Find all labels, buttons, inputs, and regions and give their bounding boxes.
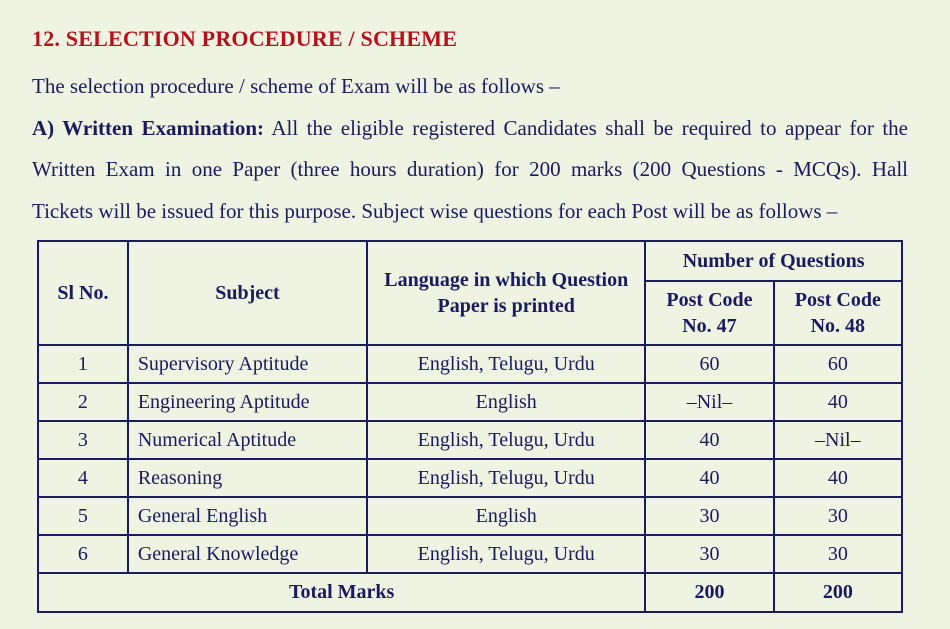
cell-post-47: –Nil– <box>645 383 773 421</box>
cell-sl: 5 <box>38 497 128 535</box>
written-exam-line-3: Tickets will be issued for this purpose. Subject wise questions for each Post will be as follows – <box>32 199 838 223</box>
cell-language: English, Telugu, Urdu <box>367 421 645 459</box>
cell-post-47: 60 <box>645 345 773 383</box>
cell-sl: 6 <box>38 535 128 573</box>
table-row <box>38 383 902 421</box>
cell-post-48: 30 <box>774 497 902 535</box>
table-row <box>38 497 902 535</box>
cell-post-47: 40 <box>645 459 773 497</box>
cell-subject: General English <box>128 497 367 535</box>
cell-post-48: –Nil– <box>774 421 902 459</box>
cell-language: English <box>367 383 645 421</box>
total-post-48: 200 <box>774 573 902 612</box>
header-language-line-1: Language in which Question <box>384 269 629 291</box>
written-exam-line-1 <box>32 116 908 141</box>
header-post-48-line-1: Post Code <box>794 289 881 311</box>
total-row <box>38 573 902 612</box>
header-number-of-questions: Number of Questions <box>645 241 902 281</box>
total-post-47: 200 <box>645 573 773 612</box>
cell-sl: 2 <box>38 383 128 421</box>
table-row <box>38 459 902 497</box>
cell-post-48: 40 <box>774 383 902 421</box>
header-subject: Subject <box>128 241 367 345</box>
cell-subject: Engineering Aptitude <box>128 383 367 421</box>
table-row <box>38 535 902 573</box>
written-exam-text-2: Written Exam in one Paper (three hours duration) for 200 marks (200 Questions - MCQs). Hall <box>32 157 908 181</box>
section-heading: 12. SELECTION PROCEDURE / SCHEME <box>32 26 458 51</box>
written-exam-line-2 <box>32 157 908 182</box>
cell-sl: 3 <box>38 421 128 459</box>
cell-language: English, Telugu, Urdu <box>367 345 645 383</box>
header-language <box>367 241 645 345</box>
written-exam-text-1: All the eligible registered Candidates shall be required to appear for the <box>271 116 909 140</box>
header-post-48-line-2: No. 48 <box>810 315 866 337</box>
cell-post-47: 40 <box>645 421 773 459</box>
table-row <box>38 345 902 383</box>
cell-post-47: 30 <box>645 497 773 535</box>
cell-subject: Reasoning <box>128 459 367 497</box>
intro-text: The selection procedure / scheme of Exam will be as follows – <box>32 74 560 98</box>
table-row <box>38 421 902 459</box>
cell-subject: General Knowledge <box>128 535 367 573</box>
cell-language: English <box>367 497 645 535</box>
cell-post-48: 30 <box>774 535 902 573</box>
written-exam-label: A) Written Examination: <box>32 116 265 140</box>
header-post-47 <box>645 281 773 345</box>
cell-language: English, Telugu, Urdu <box>367 535 645 573</box>
subject-questions-table <box>37 240 903 613</box>
total-label: Total Marks <box>38 573 645 612</box>
cell-sl: 1 <box>38 345 128 383</box>
header-post-47-line-2: No. 47 <box>682 315 737 337</box>
header-post-47-line-1: Post Code <box>666 289 753 311</box>
header-language-line-2: Paper is printed <box>437 295 575 317</box>
header-post-48 <box>774 281 902 345</box>
cell-post-47: 30 <box>645 535 773 573</box>
header-sl-no: Sl No. <box>38 241 128 345</box>
cell-subject: Numerical Aptitude <box>128 421 367 459</box>
cell-post-48: 40 <box>774 459 902 497</box>
cell-subject: Supervisory Aptitude <box>128 345 367 383</box>
cell-sl: 4 <box>38 459 128 497</box>
cell-post-48: 60 <box>774 345 902 383</box>
cell-language: English, Telugu, Urdu <box>367 459 645 497</box>
